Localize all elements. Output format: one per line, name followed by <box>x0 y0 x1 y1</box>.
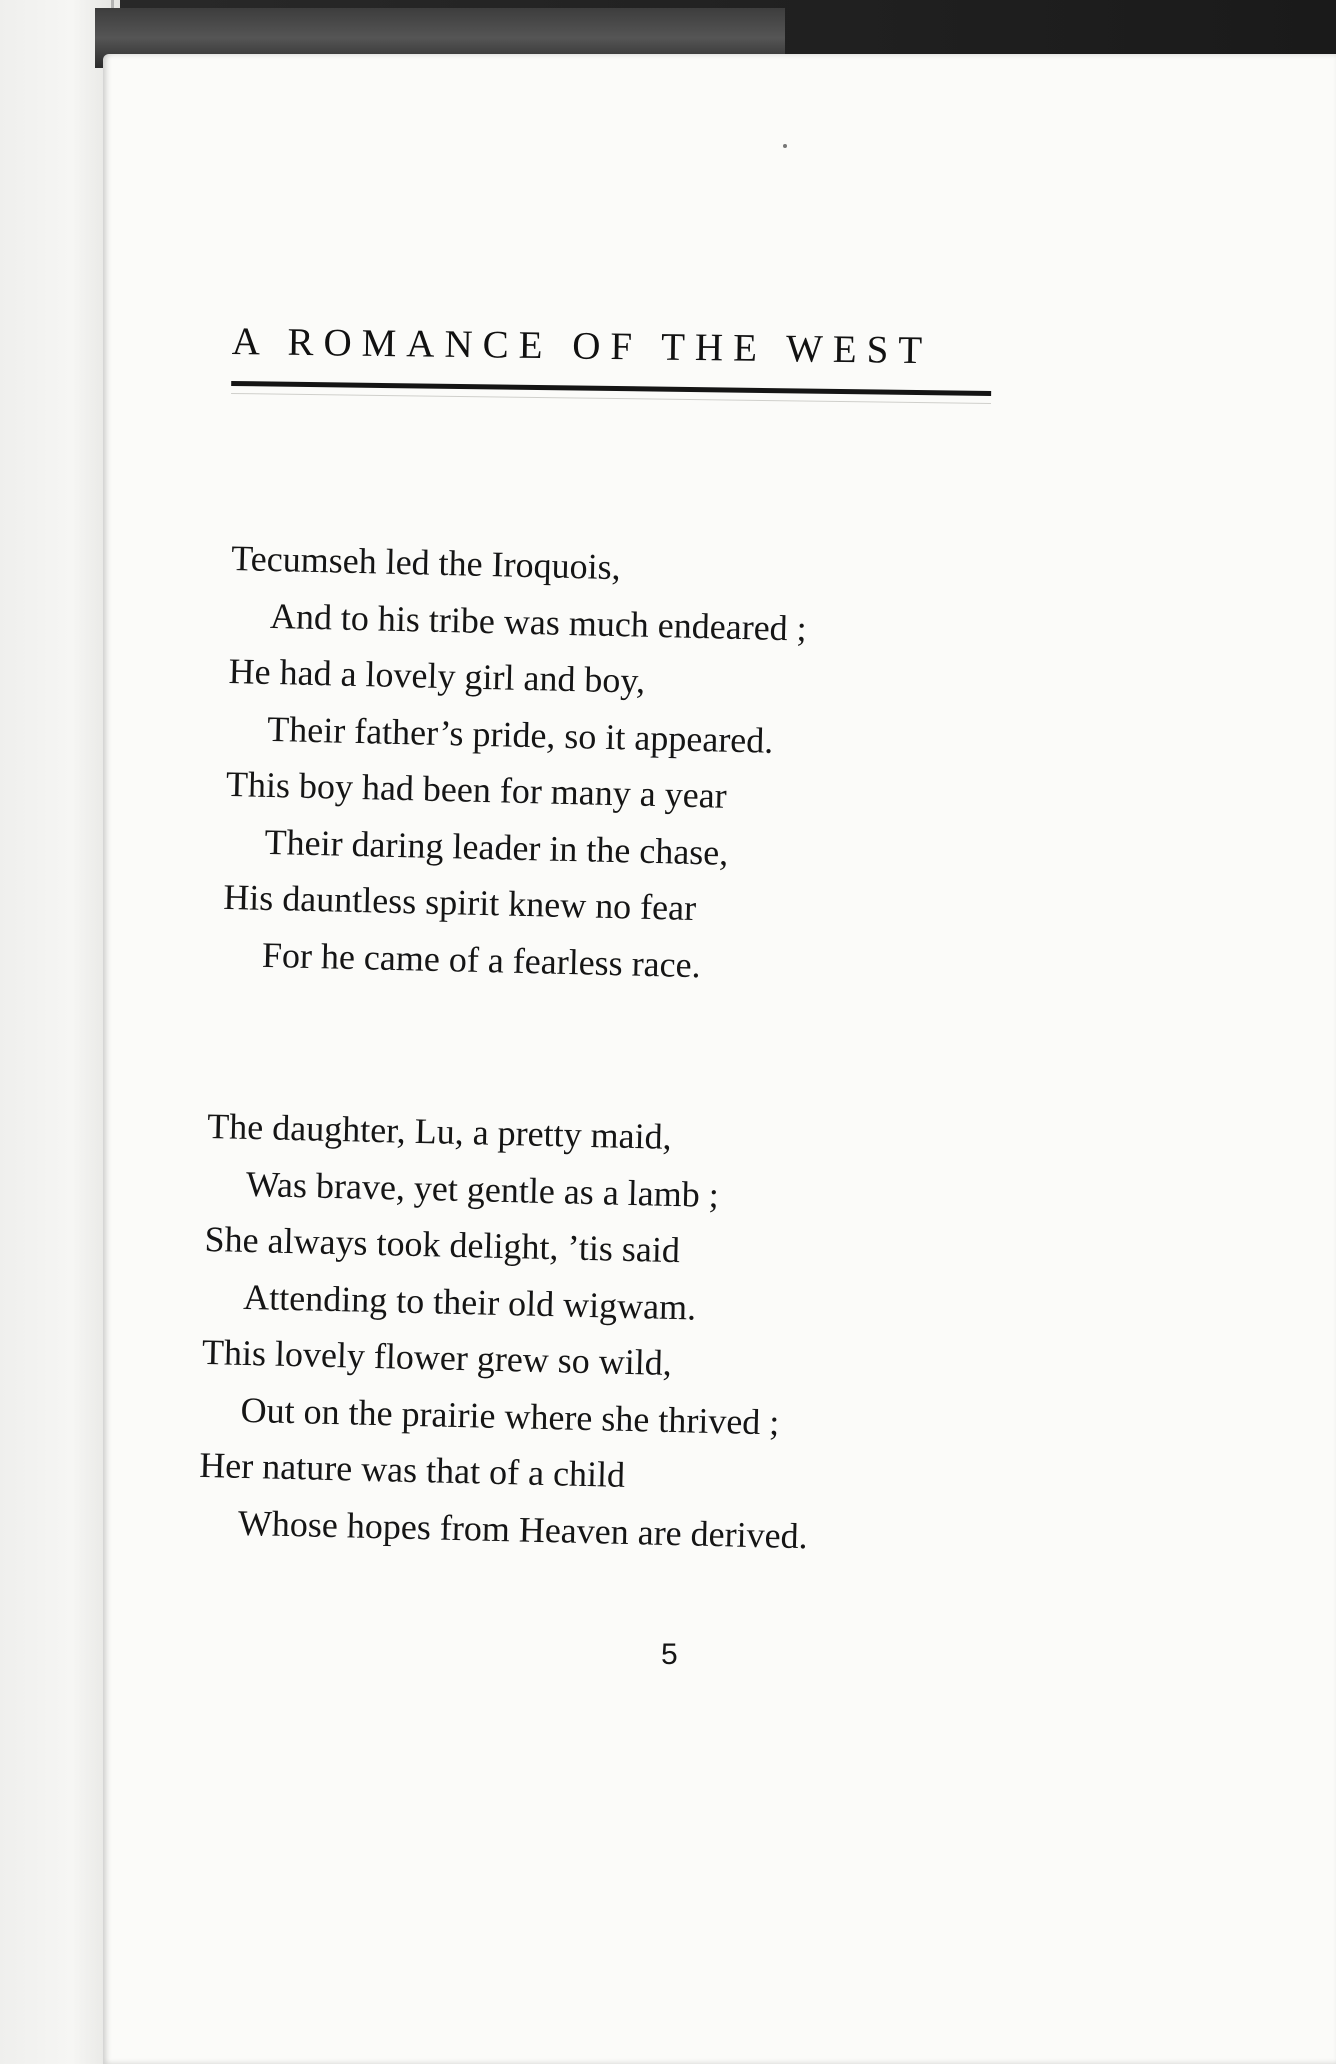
paper-speck <box>783 144 787 148</box>
verse-line: The daughter, Lu, a pretty maid, <box>206 1105 673 1157</box>
verse-line: For he came of a fearless race. <box>261 934 702 985</box>
book-back-cover <box>0 0 120 2064</box>
verse-line: And to his tribe was much endeared ; <box>269 595 808 649</box>
stanza-1 <box>221 530 1131 1003</box>
verse-line: Their father’s pride, so it appeared. <box>266 708 774 761</box>
verse-line: His dauntless spirit knew no fear <box>222 876 697 929</box>
verse-line: She always took delight, ’tis said <box>204 1218 681 1271</box>
verse-line: Whose hopes from Heaven are derived. <box>237 1502 809 1556</box>
verse-line: This boy had been for many a year <box>225 763 728 816</box>
verse-line: Their daring leader in the chase, <box>264 821 729 873</box>
verse-line: Out on the prairie where she thrived ; <box>240 1389 780 1443</box>
page-title: A ROMANCE OF THE WEST <box>231 320 933 373</box>
stanza-2 <box>197 1098 1107 1571</box>
verse-line: This lovely flower grew so wild, <box>201 1331 673 1383</box>
page-number: 5 <box>661 1638 678 1671</box>
verse-line: Her nature was that of a child <box>198 1444 626 1495</box>
verse-line: Was brave, yet gentle as a lamb ; <box>245 1163 720 1215</box>
verse-line: Tecumseh led the Iroquois, <box>230 537 622 588</box>
running-header <box>231 322 1102 405</box>
verse-line: Attending to their old wigwam. <box>242 1276 697 1328</box>
verse-line: He had a lovely girl and boy, <box>228 650 646 701</box>
